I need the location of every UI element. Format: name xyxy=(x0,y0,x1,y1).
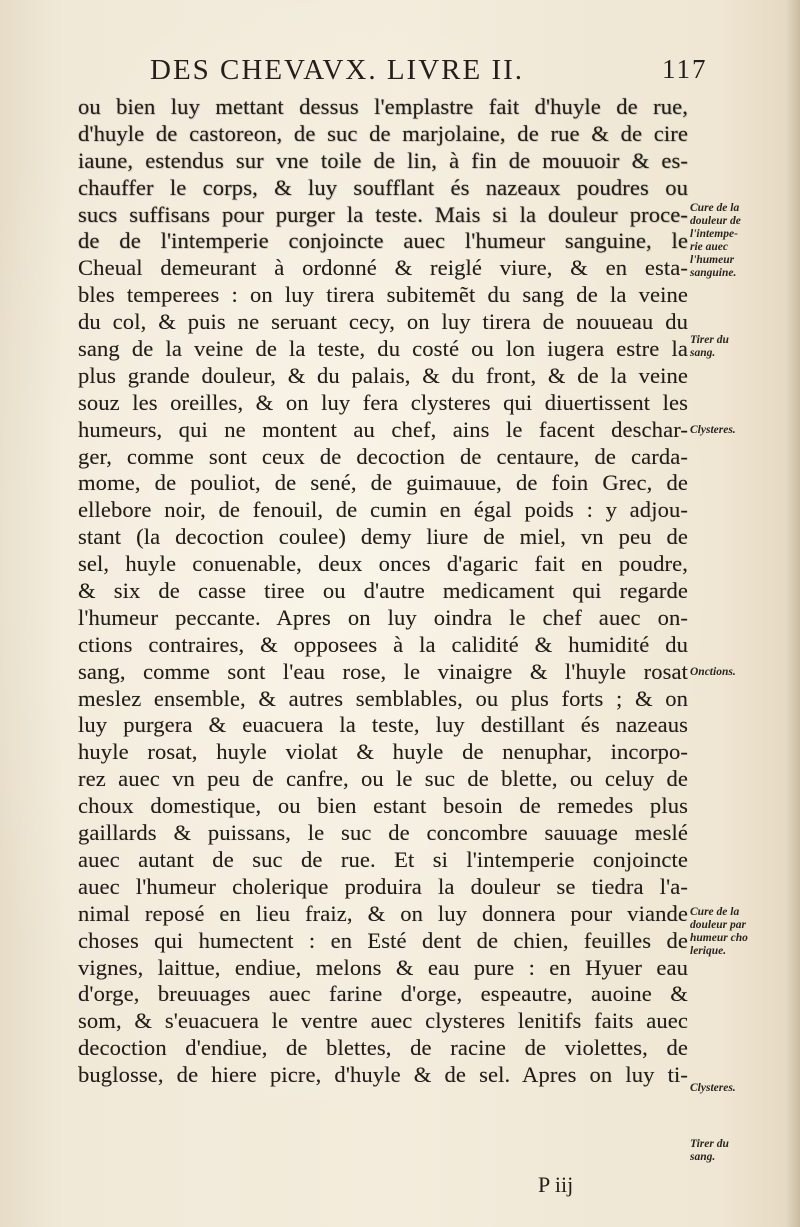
margin-note-line: douleur de xyxy=(690,215,741,227)
margin-note-line: sanguine. xyxy=(690,267,737,279)
margin-note-line: Cure de la xyxy=(690,202,740,214)
text-line: luy purgera & euacuera la teste, luy destillant és nazeaus xyxy=(78,712,688,738)
text-line: du col, & puis ne seruant cecy, on luy tirera de nouueau du xyxy=(78,309,688,335)
text-line: huyle rosat, huyle violat & huyle de nenuphar, incorpo- xyxy=(78,739,688,765)
text-line: meslez ensemble, & autres semblables, ou plus forts ; & on xyxy=(78,685,688,711)
text-line: gaillards & puissans, le suc de concombre sauuage meslé xyxy=(78,820,688,846)
margin-note-line: sang. xyxy=(690,347,716,359)
margin-note-line: l'intempe- xyxy=(690,228,738,240)
text-line: som, & s'euacuera le ventre auec clysteres lenitifs faits auec xyxy=(78,1008,688,1034)
text-line: auec l'humeur cholerique produira la douleur se tiedra l'a- xyxy=(78,873,688,899)
text-line: souz les oreilles, & on luy fera clysteres qui diuertissent les xyxy=(78,389,688,415)
text-line: auec autant de suc de rue. Et si l'intemperie conjoincte xyxy=(78,846,688,872)
margin-note-cure-cholerique xyxy=(690,906,790,958)
running-head-title: DES CHEVAVX. LIVRE II. xyxy=(150,54,525,86)
margin-note-line: sang. xyxy=(690,1151,716,1163)
text-line: sang de la veine de la teste, du costé ou lon iugera estre la xyxy=(78,336,688,362)
text-line: ger, comme sont ceux de decoction de centaure, de carda- xyxy=(78,443,688,469)
margin-note-line: Clysteres. xyxy=(690,424,736,436)
text-line: decoction d'endiue, de blettes, de racine de violettes, de xyxy=(78,1035,688,1061)
margin-note-line: douleur par xyxy=(690,919,746,931)
text-line: d'orge, breuuages auec farine d'orge, espeautre, auoine & xyxy=(78,981,688,1007)
margin-note-line: l'humeur xyxy=(690,254,735,266)
text-line: vignes, laittue, endiue, melons & eau pure : en Hyuer eau xyxy=(78,954,688,980)
margin-note-line: Tirer du xyxy=(690,334,729,346)
text-line: ou bien luy mettant dessus l'emplastre fait d'huyle de rue, xyxy=(78,94,688,119)
text-line: ctions contraires, & opposees à la calidité & humidité du xyxy=(78,631,688,657)
text-line: iaune, estendus sur vne toile de lin, à fin de mouuoir & es- xyxy=(78,147,688,173)
margin-note-tirer-sang xyxy=(690,334,790,360)
text-line: sel, huyle conuenable, deux onces d'agaric fait en poudre, xyxy=(78,551,688,577)
margin-note-line: Onctions. xyxy=(690,666,736,678)
margin-note-line: Clysteres. xyxy=(690,1082,736,1094)
text-line: plus grande douleur, & du palais, & du front, & de la veine xyxy=(78,362,688,388)
text-line: de de l'intemperie conjoincte auec l'humeur sanguine, le xyxy=(78,228,688,254)
margin-note-clysteres xyxy=(690,424,790,437)
margin-note-clysteres-2 xyxy=(690,1082,790,1095)
text-line: humeurs, qui ne montent au chef, ains le facent deschar- xyxy=(78,416,688,442)
page-number: 117 xyxy=(662,54,708,84)
page-edge-shadow xyxy=(786,0,800,1227)
text-line: chauffer le corps, & luy soufflant és nazeaux poudres ou xyxy=(78,174,688,200)
text-line: sucs suffisans pour purger la teste. Mais si la douleur proce- xyxy=(78,201,688,227)
text-line: sang, comme sont l'eau rose, le vinaigre & l'huyle rosat xyxy=(78,658,688,684)
text-line: l'humeur peccante. Apres on luy oindra le chef auec on- xyxy=(78,604,688,630)
text-line: nimal reposé en lieu fraiz, & on luy donnera pour viande xyxy=(78,900,688,926)
text-line: Cheual demeurant à ordonné & reiglé viure, & en esta- xyxy=(78,255,688,281)
signature-mark: P iij xyxy=(538,1172,574,1197)
margin-note-line: lerique. xyxy=(690,945,727,957)
margin-note-cure-sanguine xyxy=(690,202,790,280)
text-line: rez auec vn peu de canfre, ou le suc de blette, ou celuy de xyxy=(78,766,688,792)
margin-note-onctions xyxy=(690,666,790,679)
text-line: buglosse, de hiere picre, d'huyle & de sel. Apres on luy ti- xyxy=(78,1062,688,1088)
text-line: d'huyle de castoreon, de suc de marjolaine, de rue & de cire xyxy=(78,120,688,146)
text-line: stant (la decoction coulee) demy liure de miel, vn peu de xyxy=(78,524,688,550)
margin-note-line: Cure de la xyxy=(690,906,740,918)
margin-note-tirer-sang-2 xyxy=(690,1138,790,1164)
text-line: choux domestique, ou bien estant besoin de remedes plus xyxy=(78,793,688,819)
running-head xyxy=(150,50,710,90)
text-line: bles temperees : on luy tirera subitemẽt du sang de la veine xyxy=(78,282,688,308)
footer-line xyxy=(78,1172,688,1202)
text-line: ellebore noir, de fenouil, de cumin en égal poids : y adjou- xyxy=(78,497,688,523)
margin-note-line: humeur cho xyxy=(690,932,748,944)
margin-note-line: Tirer du xyxy=(690,1138,729,1150)
margin-note-line: rie auec xyxy=(690,241,729,253)
text-line: & six de casse tiree ou d'autre medicament qui regarde xyxy=(78,578,688,604)
body-text xyxy=(78,94,688,1089)
text-line: choses qui humectent : en Esté dent de chien, feuilles de xyxy=(78,927,688,953)
text-line: mome, de pouliot, de sené, de guimauue, de foin Grec, de xyxy=(78,470,688,496)
